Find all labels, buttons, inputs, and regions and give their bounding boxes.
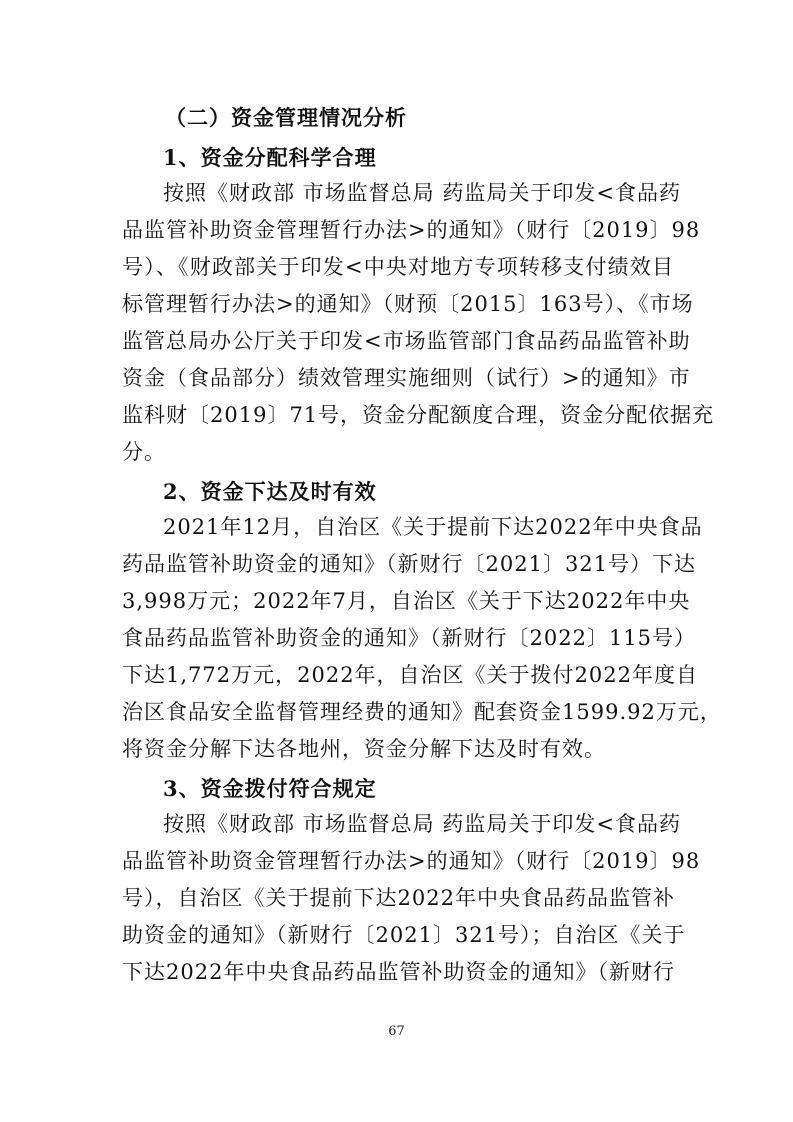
paragraph-3-line-1: 按照《财政部 市场监督总局 药监局关于印发<食品药 <box>163 812 681 836</box>
paragraph-2-line-5: 下达1,772万元，2022年，自治区《关于拨付2022年度自 <box>122 663 699 687</box>
subheading-2: 2、资金下达及时有效 <box>163 479 377 504</box>
paragraph-1-line-2: 品监管补助资金管理暂行办法>的通知》（财行〔2019〕98 <box>122 218 701 242</box>
paragraph-1-line-7: 监科财〔2019〕71号，资金分配额度合理，资金分配依据充 <box>122 403 715 427</box>
section-heading: （二）资金管理情况分析 <box>165 105 407 130</box>
subheading-1: 1、资金分配科学合理 <box>163 145 377 170</box>
paragraph-1-line-5: 监管总局办公厅关于印发<市场监管部门食品药品监管补助 <box>122 329 691 353</box>
paragraph-1-line-3: 号）、《财政部关于印发<中央对地方专项转移支付绩效目 <box>122 255 674 279</box>
paragraph-1-line-8: 分。 <box>122 440 166 464</box>
subheading-3: 3、资金拨付符合规定 <box>163 776 377 801</box>
paragraph-2-line-2: 药品监管补助资金的通知》（新财行〔2021〕321号）下达 <box>122 552 697 576</box>
paragraph-2-line-6: 治区食品安全监督管理经费的通知》配套资金1599.92万元， <box>122 700 722 724</box>
paragraph-2-line-7: 将资金分解下达各地州，资金分解下达及时有效。 <box>122 737 606 761</box>
paragraph-2-line-3: 3,998万元；2022年7月，自治区《关于下达2022年中央 <box>122 589 691 613</box>
paragraph-1-line-6: 资金（食品部分）绩效管理实施细则（试行）>的通知》市 <box>122 366 691 390</box>
paragraph-3-line-4: 助资金的通知》（新财行〔2021〕321号）；自治区《关于 <box>122 923 686 947</box>
page-number: 67 <box>388 1024 405 1039</box>
paragraph-3-line-2: 品监管补助资金管理暂行办法>的通知》（财行〔2019〕98 <box>122 849 701 873</box>
paragraph-1-line-1: 按照《财政部 市场监督总局 药监局关于印发<食品药 <box>163 181 681 205</box>
paragraph-2-line-4: 食品药品监管补助资金的通知》（新财行〔2022〕115号） <box>122 626 697 650</box>
paragraph-3-line-5: 下达2022年中央食品药品监管补助资金的通知》（新财行 <box>122 960 675 984</box>
paragraph-1-line-4: 标管理暂行办法>的通知》（财预〔2015〕163号）、《市场 <box>122 292 694 316</box>
paragraph-3-line-3: 号），自治区《关于提前下达2022年中央食品药品监管补 <box>122 886 675 910</box>
paragraph-2-line-1: 2021年12月，自治区《关于提前下达2022年中央食品 <box>163 515 703 539</box>
